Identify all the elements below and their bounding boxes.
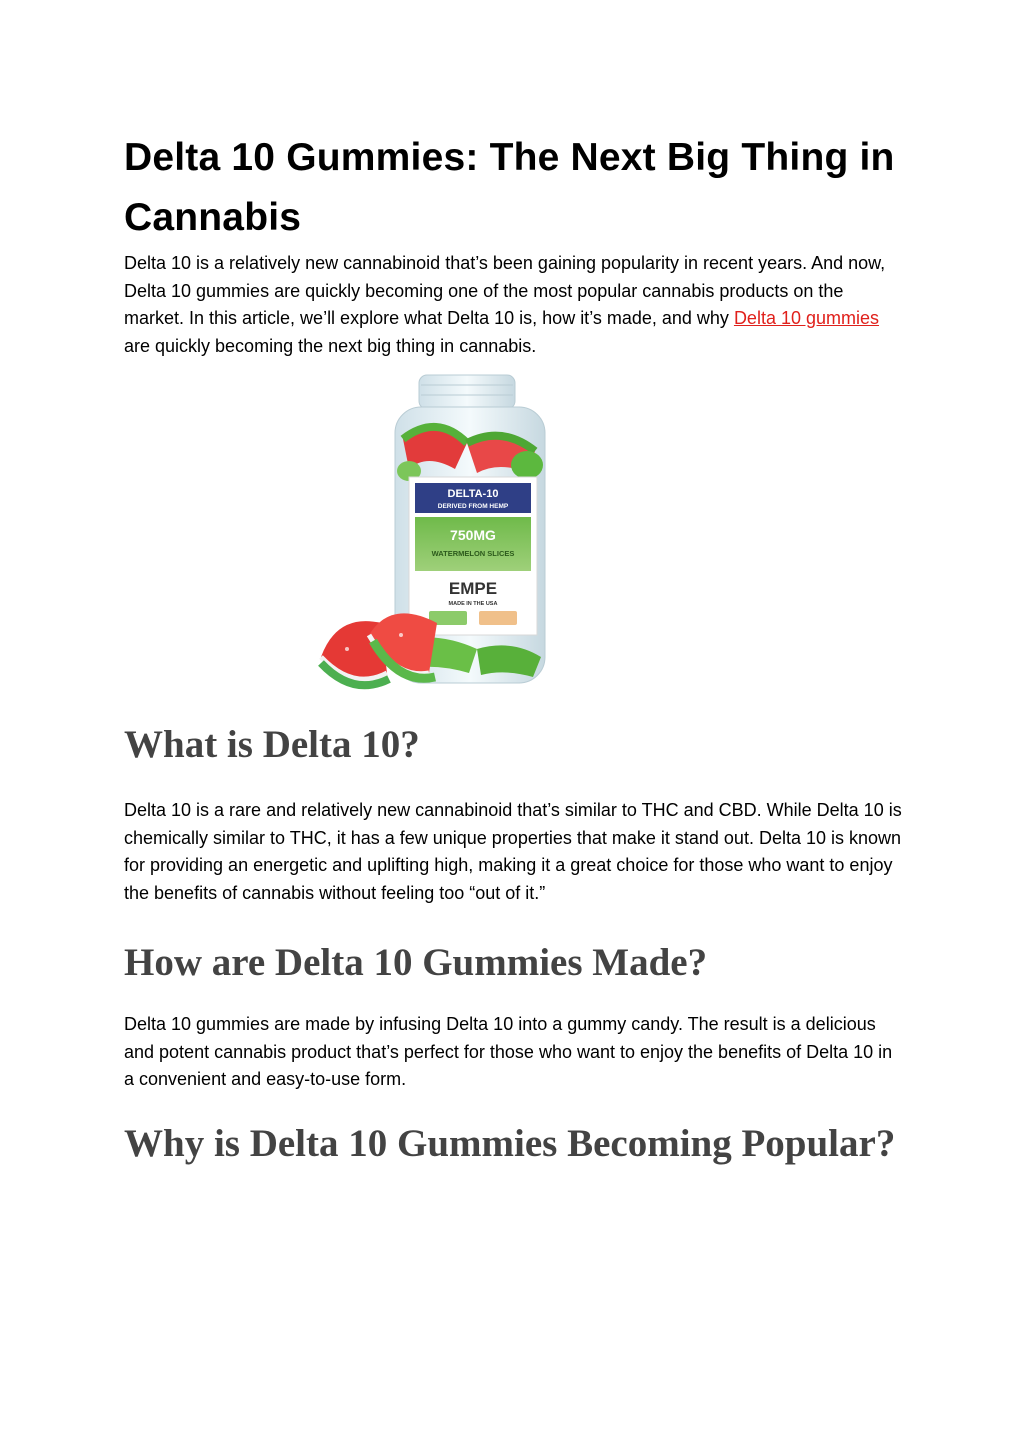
- intro-text-after-link: are quickly becoming the next big thing in cannabis.: [124, 335, 537, 356]
- gummy-jar-illustration: [317, 373, 577, 703]
- label-brand: EMPE: [448, 579, 498, 598]
- article-title: Delta 10 Gummies: The Next Big Thing in Cannabis: [124, 136, 895, 239]
- intro-paragraph: [124, 250, 904, 360]
- jar-neck: [419, 375, 515, 409]
- label-made-in: MADE IN THE USA: [448, 601, 498, 607]
- document-page: [124, 128, 904, 1174]
- label-line1: DELTA-10: [447, 488, 499, 500]
- section-heading-why-popular: Why is Delta 10 Gummies Becoming Popular?: [124, 1121, 896, 1165]
- label-flavor: WATERMELON SLICES: [431, 549, 515, 558]
- section-heading-how-made: How are Delta 10 Gummies Made?: [124, 941, 708, 984]
- watermelon-gummy-slices: [321, 613, 437, 685]
- section-body-what-is-delta-10: Delta 10 is a rare and relatively new cannabinoid that’s similar to THC and CBD. While Delta 10 is chemically similar to THC, it has a few unique properties that make it stand out. Delta 10 is known for providing an energetic and uplifting high, making it a great choice for those who want to enjoy the benefits of cannabis without feeling too “out of it.”: [124, 800, 902, 903]
- label-strength: 750MG: [450, 527, 496, 543]
- delta-10-gummies-link[interactable]: Delta 10 gummies: [733, 308, 880, 328]
- label-line2: DERIVED FROM HEMP: [437, 503, 509, 510]
- product-image: [317, 373, 577, 703]
- intro-text-before-link: Delta 10 is a relatively new cannabinoid that’s been gaining popularity in recent years. And now, Delta 10 gummies are quickly becoming one of the most popular cannabis products on the market. In this article, we’ll explore what Delta 10 is, how it’s made, and why: [124, 253, 886, 328]
- section-body-how-made: Delta 10 gummies are made by infusing Delta 10 into a gummy candy. The result is a delicious and potent cannabis product that’s perfect for those who want to enjoy the benefits of Delta 10 in a convenient and easy-to-use form.: [124, 1014, 893, 1089]
- section-heading-what-is-delta-10: What is Delta 10?: [124, 723, 420, 766]
